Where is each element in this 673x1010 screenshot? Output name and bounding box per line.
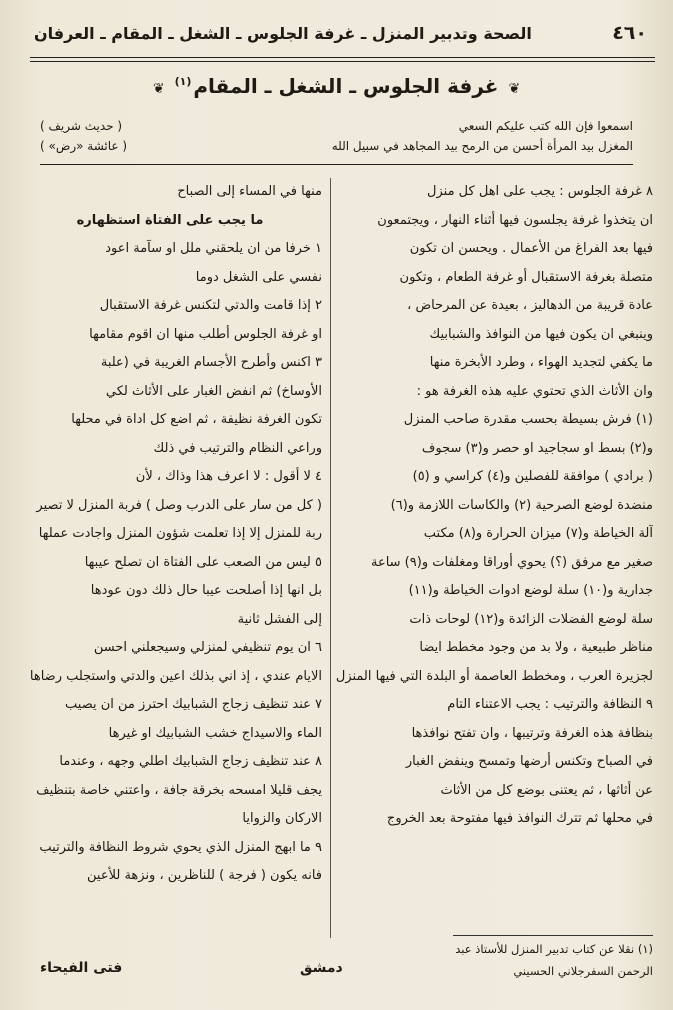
running-header: [34, 22, 651, 52]
text-line: وراعي النظام والترتيب في ذلك: [153, 440, 322, 456]
text-line: في محلها ثم تترك النوافذ فيها مفتوحة بعد الخروج: [386, 811, 653, 826]
text-line: ٣ اكنس وأطرح الأجسام الغريبة في (علبة: [100, 355, 322, 370]
running-title: الصحة وتدبير المنزل ـ غرفة الجلوس ـ الشغل ـ المقام ـ العرفان: [34, 24, 532, 43]
text-line: إلى الفشل ثانية: [237, 611, 322, 627]
text-line: بل انها إذا أصلحت عيبا حال ذلك دون عودها: [90, 583, 322, 598]
section-title-text: غرفة الجلوس ـ الشغل ـ المقام: [193, 74, 499, 98]
text-line: او غرفة الجلوس أطلب منها ان اقوم مقامها: [89, 326, 322, 342]
intro-divider: [40, 164, 633, 165]
text-line: ٩ ما ابهج المنزل الذي يحوي شروط النظافة والترتيب: [39, 839, 322, 855]
text-line: ٨ عند تنظيف زجاج الشبابيك اطلي وجهه ، وعندما: [59, 754, 322, 769]
text-line: ربة للمنزل إلا إذا تعلمت شؤون المنزل واجادت عملها: [38, 526, 322, 541]
right-column: [331, 178, 653, 834]
ornament-right-icon: ❦: [508, 81, 521, 97]
author-city: دمشق: [300, 960, 343, 976]
text-line: الأوساخ) ثم انفض الغبار على الأثاث لكي: [105, 383, 322, 399]
text-line: ٨ غرفة الجلوس : يجب على اهل كل منزل: [427, 184, 653, 199]
text-line: بنظافة هذه الغرفة وترتيبها ، وان تفتح نوافذها: [411, 725, 653, 741]
text-line: تكون الغرفة نظيفة ، ثم اضع كل اداة في محلها: [71, 412, 322, 427]
text-line: وان الأثاث الذي تحتوي عليه هذه الغرفة هو :: [416, 383, 653, 399]
text-line: ( كل من سار على الدرب وصل ) فربة المنزل لا تصير: [36, 497, 322, 513]
author-signature: فتى الفيحاء: [40, 960, 123, 976]
text-line: صغير مع مرفق (؟) يحوي أوراقا ومغلفات و(٩) ساعة: [370, 554, 653, 570]
text-line: ٧ عند تنظيف زجاج الشبابيك احترز من ان يصيب: [65, 697, 322, 712]
text-line: ٥ ليس من الصعب على الفتاة ان تصلح عيبها: [84, 554, 322, 570]
text-line: و(٢) بسط او سجاجيد او حصر و(٣) سجوف: [421, 440, 653, 456]
footnote-rule: [453, 935, 653, 936]
text-line: يجف قليلا امسحه بخرقة جافة ، واعتني خاصة بتنظيف: [36, 782, 322, 798]
text-line: ما يكفي لتجديد الهواء ، وطرد الأبخرة منها: [429, 355, 653, 370]
hadith-text: اسمعوا فإن الله كتب عليكم السعي: [458, 119, 633, 133]
text-line: ان يتخذوا غرفة يجلسون فيها أثناء النهار ، ويجتمعون: [377, 212, 653, 228]
text-line: عن أثاثها ، ثم يعتنى بوضع كل من الأثاث: [440, 782, 653, 798]
header-rule-thin: [30, 61, 655, 62]
header-rule: [30, 57, 655, 58]
text-line: وينبغي ان يكون فيها من النوافذ والشبابيك: [429, 326, 653, 342]
subheading: ما يجب على الفتاة استظهاره: [76, 212, 264, 228]
ornament-left-icon: ❦: [152, 81, 165, 97]
text-line: ١ خرفا من ان يلحقني ملل او سآمة اعود: [105, 241, 322, 256]
text-line: ٢ إذا قامت والدتي لتكنس غرفة الاستقبال: [99, 298, 322, 313]
hadith-quote: [40, 119, 633, 137]
text-line: نفسي على الشغل دوما: [195, 269, 322, 285]
text-line: عادة قريبة من الدهاليز ، بعيدة عن المرحاض ،: [407, 298, 653, 313]
page-number: ٤٦٠: [612, 22, 647, 44]
text-line: ٦ ان يوم تنظيفي لمنزلي وسيجعلني احسن: [93, 640, 322, 655]
text-line: جدارية و(١٠) سلة لوضع ادوات الخياطة و(١١): [408, 583, 653, 598]
text-line: في الصباح وتكنس أرضها وتمسح وينفض الغبار: [405, 754, 653, 769]
text-line: ٩ النظافة والترتيب : يجب الاعتناء التام: [447, 697, 653, 712]
text-line: آلة الخياطة و(٧) ميزان الحرارة و(٨) مكتب: [423, 526, 653, 541]
text-line: ٤ لا أقول : لا اعرف هذا وذاك ، لأن: [135, 469, 322, 484]
text-line: الاركان والزوايا: [242, 811, 322, 826]
text-line: (١) فرش بسيطة بحسب مقدرة صاحب المنزل: [403, 412, 653, 427]
hadith-source: ( عائشة «رض» ): [40, 139, 128, 153]
text-line: منضدة لوضع الصرحية (٢) والكاسات اللازمة و(٦): [390, 497, 653, 513]
text-line: مناظر طبيعية ، ولا بد من وجود مخطط ايضا: [419, 640, 653, 655]
left-column: [18, 178, 322, 891]
text-line: فيها بعد الفراغ من الأعمال . ويحسن ان تكون: [409, 241, 653, 256]
text-line: لجزيرة العرب ، ومخطط العاصمة أو البلدة التي فيها المنزل: [335, 668, 653, 684]
text-line: الماء والاسيداج خشب الشبابيك او غيرها: [108, 725, 322, 741]
text-line: ( برادي ) موافقة للفصلين و(٤) كراسي و (٥): [412, 469, 653, 484]
section-title: [40, 74, 633, 104]
hadith-text: المغزل بيد المرأة أحسن من الرمح بيد المجاهد في سبيل الله: [331, 139, 633, 153]
text-line: سلة لوضع الفضلات الزائدة و(١٢) لوحات ذات: [409, 611, 653, 627]
hadith-source: ( حديث شريف ): [40, 119, 123, 133]
text-line: منها في المساء إلى الصباح: [177, 184, 322, 199]
footnote-line: (١) نقلا عن كتاب تدبير المنزل للأستاذ عبد: [455, 942, 653, 956]
text-line: الايام عندي ، إذ اني بذلك اعين والدتي واستجلب رضاها: [29, 668, 322, 684]
footnote-mark: (١): [174, 75, 192, 89]
text-line: متصلة بغرفة الاستقبال أو غرفة الطعام ، وتكون: [399, 269, 653, 285]
footnote-line: الرحمن السفرجلاني الحسيني: [513, 964, 653, 978]
hadith-quote: [40, 139, 633, 157]
text-line: فانه يكون ( فرجة ) للناظرين ، ونزهة للأعين: [87, 868, 322, 883]
